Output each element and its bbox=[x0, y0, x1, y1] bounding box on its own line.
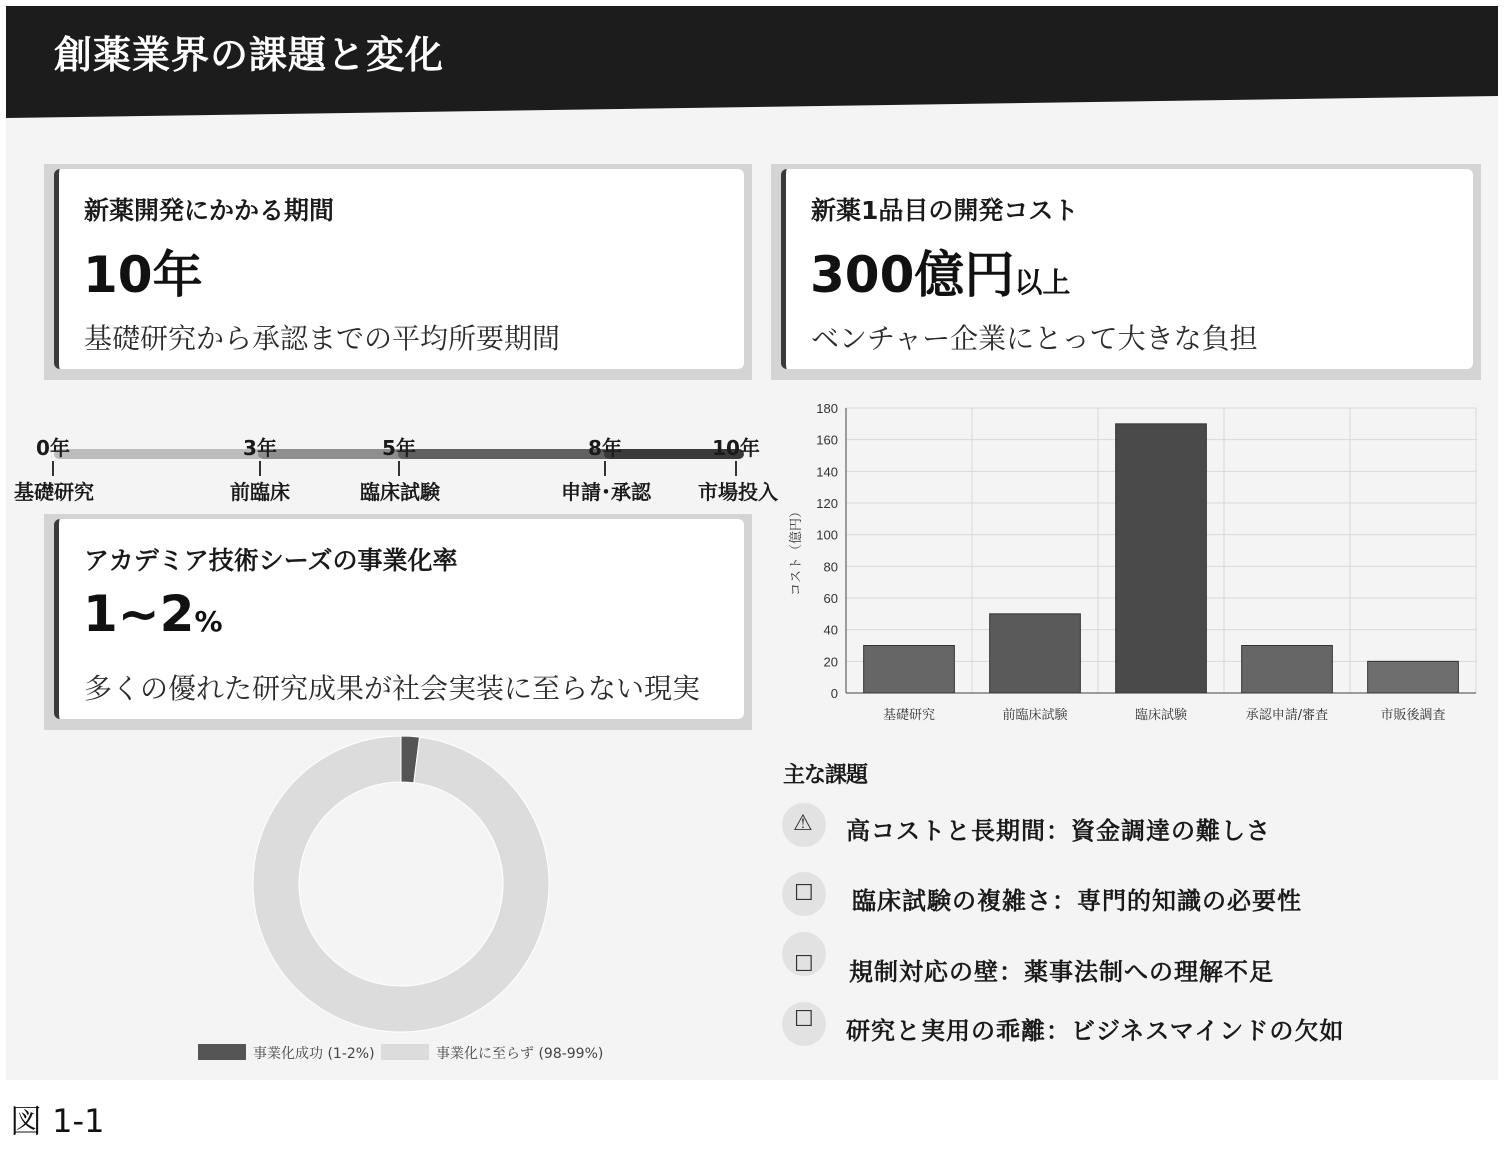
cost-card bbox=[781, 169, 1473, 369]
timeline-stage: 市場投入 bbox=[698, 480, 778, 504]
bar bbox=[1368, 661, 1459, 693]
period-card bbox=[54, 169, 744, 369]
y-tick-label: 100 bbox=[816, 527, 838, 543]
x-tick-label: 承認申請/審査 bbox=[1245, 708, 1329, 723]
x-tick-label: 臨床試験 bbox=[1134, 708, 1188, 723]
card-description: 多くの優れた研究成果が社会実装に至らない現実 bbox=[84, 672, 701, 705]
timeline-segment bbox=[398, 449, 612, 459]
timeline-tick bbox=[735, 461, 737, 476]
issue-text: 高コストと長期間：資金調達の難しさ bbox=[846, 817, 1271, 845]
y-tick-label: 60 bbox=[823, 591, 838, 606]
issue-text: 臨床試験の複雑さ：専門的知識の必要性 bbox=[852, 887, 1302, 915]
card-label: 新薬開発にかかる期間 bbox=[84, 196, 335, 225]
card-value-suffix: % bbox=[194, 605, 223, 638]
legend-swatch-success bbox=[198, 1044, 246, 1060]
card-value bbox=[83, 585, 223, 643]
card-value-number: 300億円 bbox=[810, 246, 1015, 304]
figure-caption: 図 1-1 bbox=[10, 1102, 105, 1140]
x-tick-label: 前臨床試験 bbox=[1002, 708, 1068, 723]
legend-label: 事業化に至らず (98-99%) bbox=[436, 1046, 604, 1062]
timeline-tick bbox=[259, 461, 261, 476]
bar bbox=[990, 614, 1081, 693]
rate-card bbox=[54, 519, 744, 719]
timeline-tick bbox=[604, 461, 606, 476]
y-tick-label: 160 bbox=[816, 432, 838, 448]
y-tick-label: 80 bbox=[823, 559, 838, 575]
x-tick-label: 市販後調査 bbox=[1380, 708, 1446, 723]
card-value bbox=[810, 235, 1070, 307]
timeline-tick bbox=[398, 461, 400, 476]
timeline-stage: 申請･承認 bbox=[561, 480, 651, 504]
timeline-year: 5年 bbox=[382, 436, 416, 460]
y-tick-label: 20 bbox=[823, 654, 838, 670]
header-banner bbox=[6, 6, 1498, 121]
card-value-number: 1~2 bbox=[83, 585, 195, 643]
timeline-stage: 基礎研究 bbox=[14, 480, 94, 504]
card-description: 基礎研究から承認までの平均所要期間 bbox=[84, 322, 561, 355]
legend-swatch-failure bbox=[381, 1044, 429, 1060]
timeline-stage: 前臨床 bbox=[230, 480, 290, 504]
issue-text: 研究と実用の乖離：ビジネスマインドの欠如 bbox=[846, 1017, 1345, 1045]
card-value-suffix: 以上 bbox=[1014, 266, 1071, 299]
timeline-stage: 臨床試験 bbox=[360, 480, 440, 504]
x-tick-label: 基礎研究 bbox=[882, 708, 936, 723]
slide bbox=[6, 6, 1498, 1080]
donut-slice bbox=[253, 736, 549, 1032]
y-axis-label: コスト（億円） bbox=[789, 504, 804, 597]
legend-label: 事業化成功 (1-2%) bbox=[253, 1046, 375, 1062]
card-value: 10年 bbox=[83, 246, 203, 304]
card-description: ベンチャー企業にとって大きな負担 bbox=[811, 322, 1258, 355]
card-label: 新薬1品目の開発コスト bbox=[811, 196, 1079, 225]
timeline-year: 0年 bbox=[36, 436, 70, 460]
checkbox-icon: ☐ bbox=[794, 1007, 814, 1032]
timeline-segment bbox=[54, 449, 264, 459]
card-label: アカデミア技術シーズの事業化率 bbox=[84, 546, 458, 575]
page-title: 創薬業界の課題と変化 bbox=[54, 33, 445, 77]
bar bbox=[864, 646, 955, 694]
bar bbox=[1242, 646, 1333, 694]
checkbox-icon: ☐ bbox=[794, 881, 814, 906]
y-tick-label: 180 bbox=[816, 401, 838, 416]
cost-bar-chart bbox=[776, 386, 1486, 731]
timeline-year: 3年 bbox=[243, 436, 277, 460]
y-tick-label: 120 bbox=[816, 496, 838, 511]
checkbox-icon: ☐ bbox=[794, 952, 814, 977]
timeline-year: 10年 bbox=[712, 436, 760, 460]
y-tick-label: 140 bbox=[816, 464, 838, 480]
timeline-tick bbox=[52, 461, 54, 476]
timeline-year: 8年 bbox=[588, 436, 622, 460]
y-tick-label: 0 bbox=[830, 686, 838, 701]
warning-icon: ⚠ bbox=[793, 811, 813, 836]
issues-title: 主な課題 bbox=[783, 763, 868, 788]
y-tick-label: 40 bbox=[823, 622, 838, 638]
bar bbox=[1116, 424, 1207, 693]
commercialization-donut-chart bbox=[246, 736, 556, 1036]
issue-text: 規制対応の壁：薬事法制への理解不足 bbox=[849, 958, 1274, 986]
